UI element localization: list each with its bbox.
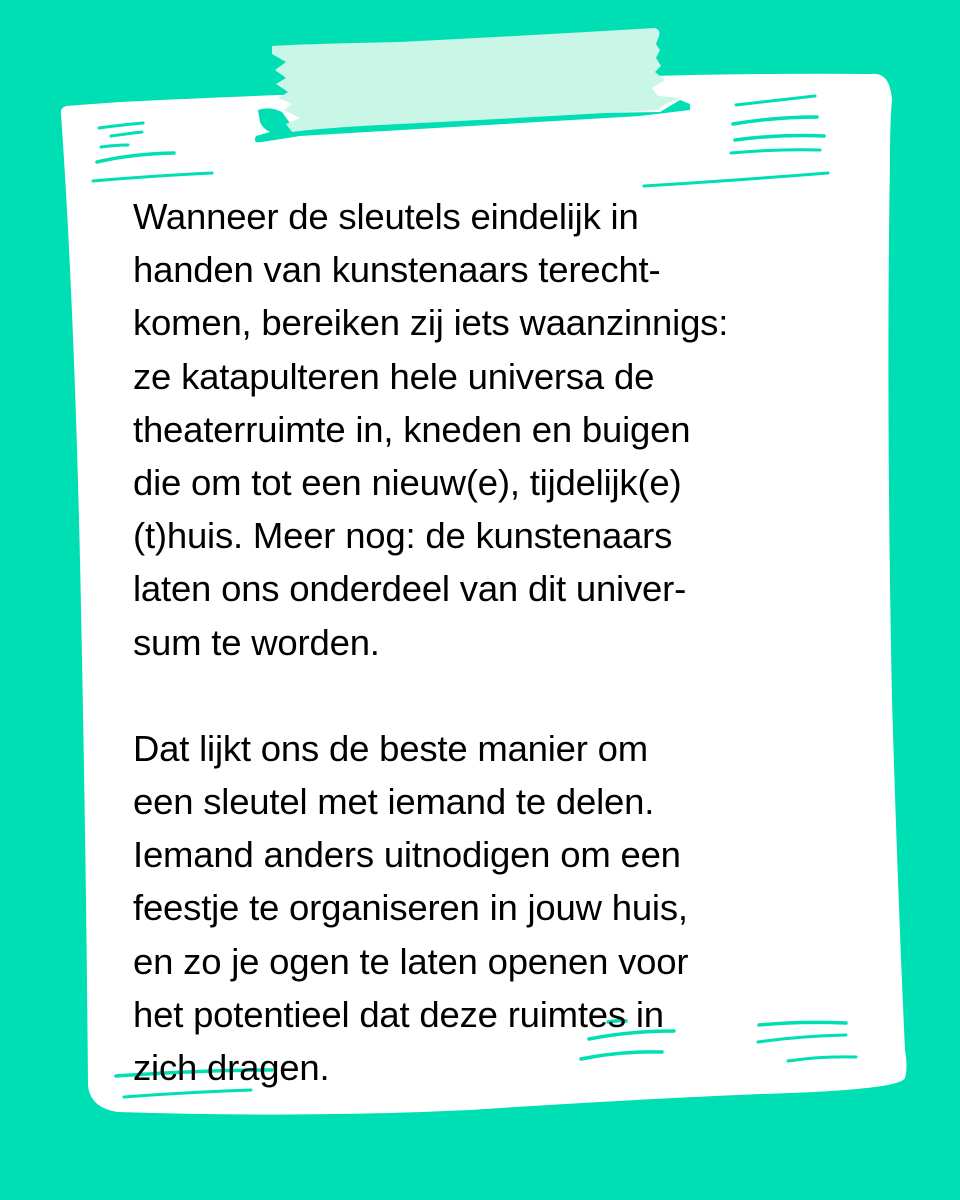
text-line: een sleutel met iemand te delen.	[133, 781, 655, 823]
text-line: die om tot een nieuw(e), tijdelijk(e)	[133, 461, 682, 503]
text-line: laten ons onderdeel van dit univer-	[133, 568, 687, 610]
note-body	[133, 190, 853, 1094]
text-line: ze katapulteren hele universa de	[133, 355, 655, 397]
paragraph-2	[133, 722, 853, 1094]
text-line: (t)huis. Meer nog: de kunstenaars	[133, 515, 673, 557]
paragraph-1	[133, 190, 853, 669]
paragraph-spacer	[133, 669, 853, 722]
text-line: feestje te organiseren in jouw huis,	[133, 887, 688, 929]
text-line: Wanneer de sleutels eindelijk in	[133, 196, 639, 237]
text-line: handen van kunstenaars terecht-	[133, 249, 661, 291]
text-line: Iemand anders uitnodigen om een	[133, 834, 681, 876]
text-line: sum te worden.	[133, 621, 380, 663]
text-line: komen, bereiken zij iets waanzinnigs:	[133, 302, 729, 344]
text-line: Dat lijkt ons de beste manier om	[133, 727, 648, 769]
text-line: theaterruimte in, kneden en buigen	[133, 408, 691, 450]
text-line: zich dragen.	[133, 1047, 330, 1088]
text-line: en zo je ogen te laten openen voor	[133, 940, 689, 982]
text-line: het potentieel dat deze ruimtes in	[133, 993, 664, 1035]
